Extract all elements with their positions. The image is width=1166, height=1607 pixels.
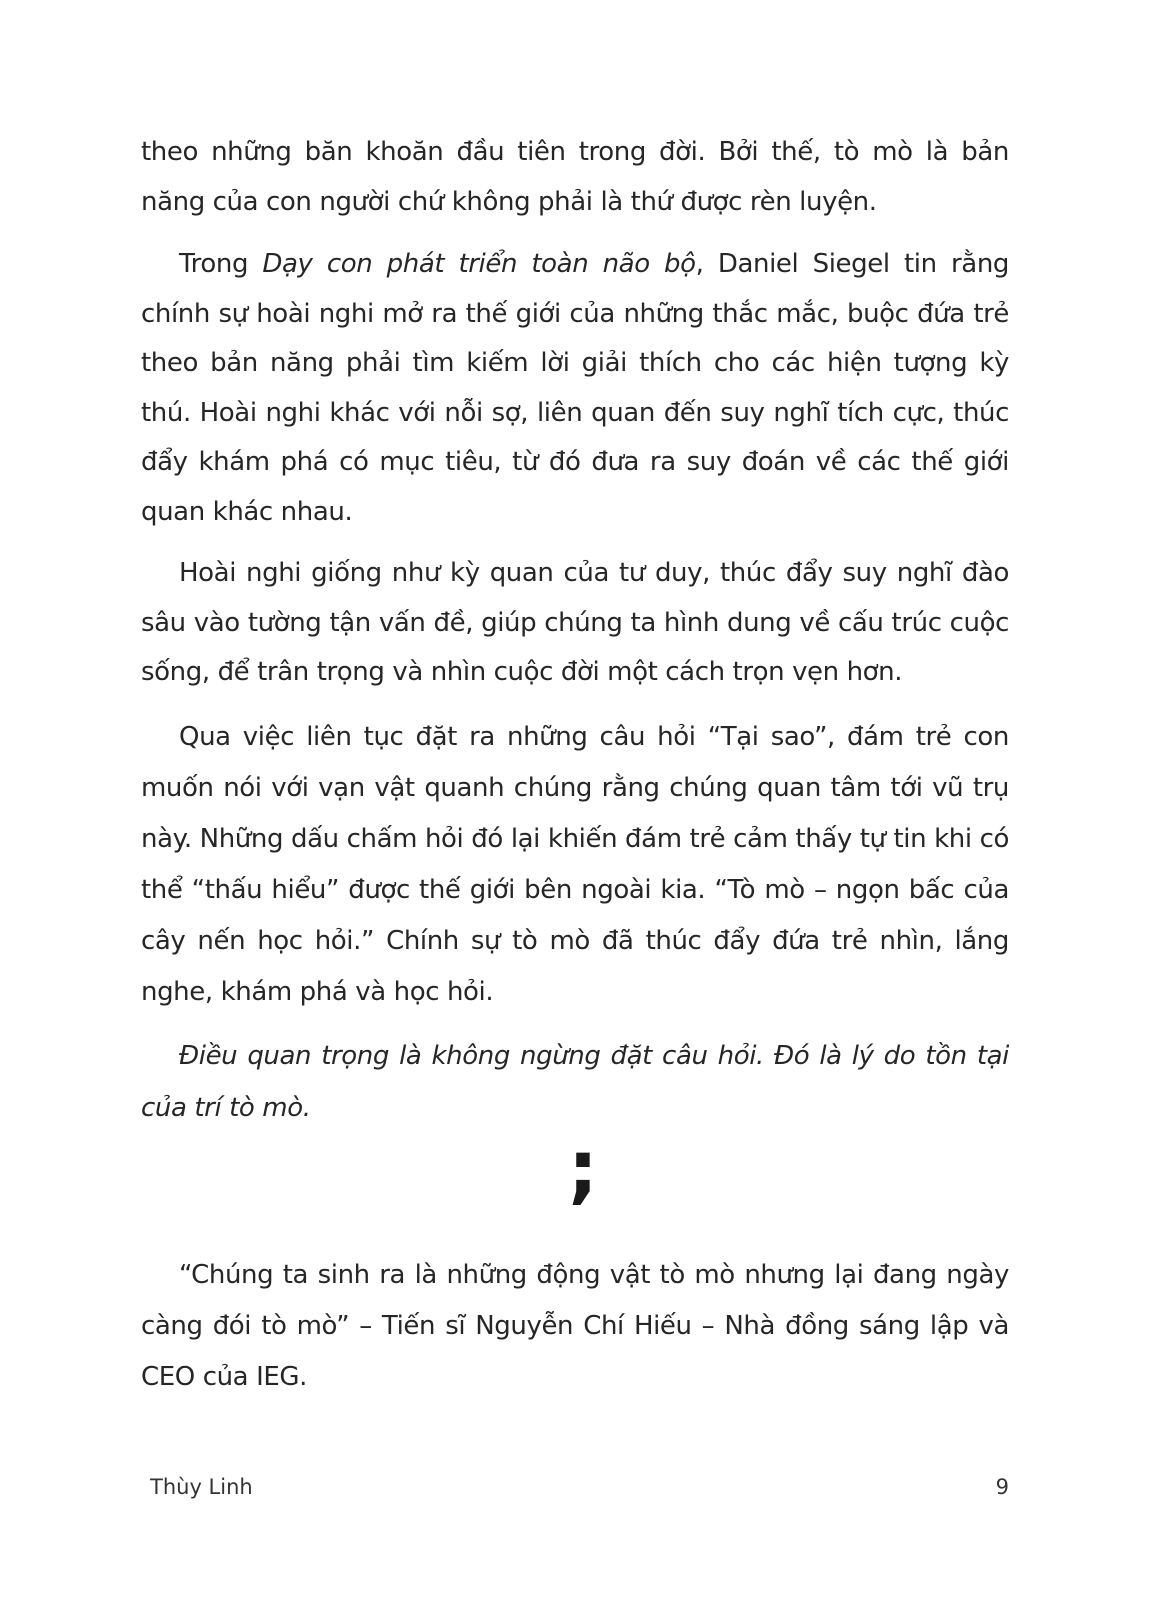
semicolon-separator: ; [567,1123,599,1212]
paragraph-4: Qua việc liên tục đặt ra những câu hỏi “Tại sao”, đám trẻ con muốn nói với vạn vật quanh chúng rằng chúng quan tâm tới vũ trụ này. Những dấu chấm hỏi đó lại khiến đám trẻ cảm thấy tự tin khi có thể “thấu hiểu” được thế giới bên ngoài kia. “Tò mò – ngọn bấc của cây nến học hỏi.” Chính sự tò mò đã thúc đẩy đứa trẻ nhìn, lắng nghe, khám phá và học hỏi. [141,721,1009,1007]
paragraph-2 [141,240,1009,537]
footer-author: Thùy Linh [150,1475,253,1499]
closing-quote: “Chúng ta sinh ra là những động vật tò mò nhưng lại đang ngày càng đói tò mò” – Tiến sĩ Nguyễn Chí Hiếu – Nhà đồng sáng lập và CEO của IEG. [141,1260,1009,1392]
book-title: Dạy con phát triển toàn não bộ [262,249,696,279]
page-number: 9 [995,1475,1009,1499]
paragraph-1: theo những băn khoăn đầu tiên trong đời. Bởi thế, tò mò là bản năng của con người chứ không phải là thứ được rèn luyện. [141,137,1009,217]
paragraph-5-italic: Điều quan trọng là không ngừng đặt câu hỏi. Đó là lý do tồn tại của trí tò mò. [141,1040,1009,1123]
page-body [141,128,1009,1134]
paragraph-2-lead: Trong [179,249,263,279]
paragraph-2-body: , Daniel Siegel tin rằng chính sự hoài nghi mở ra thế giới của những thắc mắc, buộc đứa trẻ theo bản năng phải tìm kiếm lời giải thích cho các hiện tượng kỳ thú. Hoài nghi khác với nỗi sợ, liên quan đến suy nghĩ tích cực, thúc đẩy khám phá có mục tiêu, từ đó đưa ra suy đoán về các thế giới quan khác nhau. [141,249,1010,527]
paragraph-3: Hoài nghi giống như kỳ quan của tư duy, thúc đẩy suy nghĩ đào sâu vào tường tận vấn đề, giúp chúng ta hình dung về cấu trúc cuộc sống, để trân trọng và nhìn cuộc đời một cách trọn vẹn hơn. [141,558,1009,687]
